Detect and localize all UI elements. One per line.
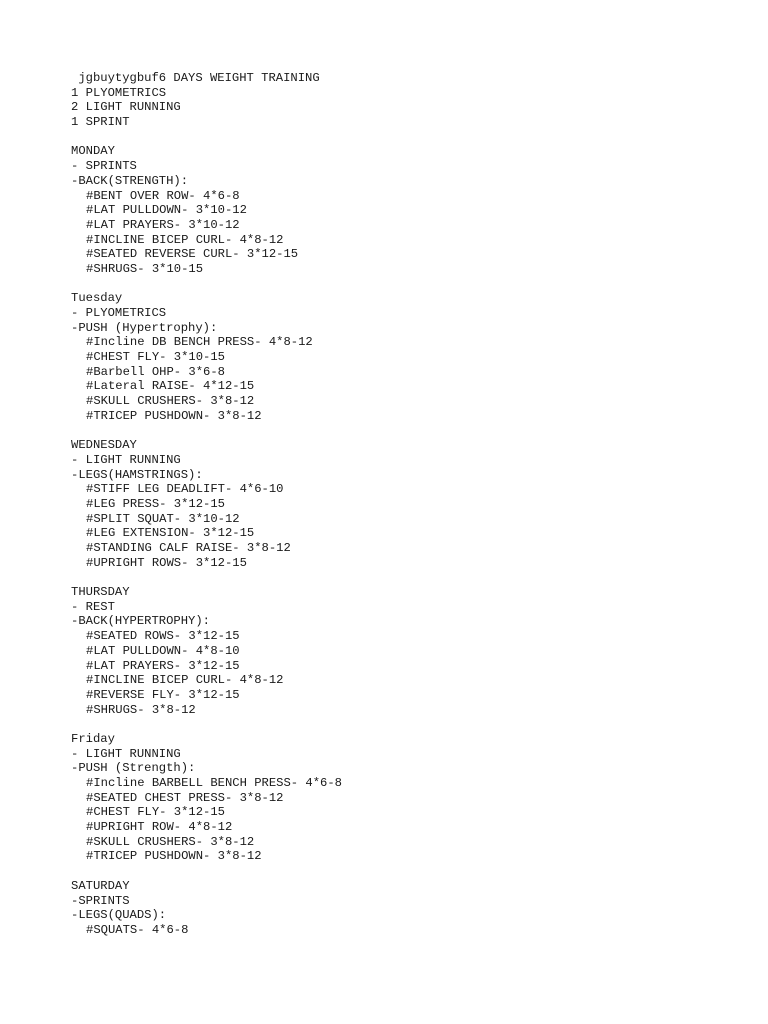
- exercise-item: #SEATED ROWS- 3*12-15: [86, 629, 240, 644]
- exercise-item: #SHRUGS- 3*8-12: [86, 702, 196, 717]
- exercise-item: #SQUATS- 4*6-8: [86, 922, 189, 937]
- exercise-item: #Barbell OHP- 3*6-8: [86, 364, 225, 379]
- document-body: [71, 71, 751, 938]
- spacer: [71, 717, 751, 732]
- exercise-item: #UPRIGHT ROW- 4*8-12: [86, 820, 233, 835]
- exercise-item: #SHRUGS- 3*10-15: [86, 261, 204, 276]
- exercise-item: #TRICEP PUSHDOWN- 3*8-12: [86, 849, 262, 864]
- exercise-item: #Incline DB BENCH PRESS- 4*8-12: [86, 335, 313, 350]
- day-activity: - SPRINTS: [71, 159, 137, 174]
- spacer: [71, 864, 751, 879]
- day-heading: Tuesday: [71, 291, 123, 306]
- exercise-item: #TRICEP PUSHDOWN- 3*8-12: [86, 408, 262, 423]
- exercise-item: #CHEST FLY- 3*12-15: [86, 805, 225, 820]
- exercise-item: #CHEST FLY- 3*10-15: [86, 350, 225, 365]
- day-activity: - LIGHT RUNNING: [71, 746, 181, 761]
- exercise-item: #INCLINE BICEP CURL- 4*8-12: [86, 673, 284, 688]
- day-focus: -PUSH (Strength):: [71, 761, 196, 776]
- day-focus: -BACK(STRENGTH):: [71, 173, 189, 188]
- exercise-item: #SEATED REVERSE CURL- 3*12-15: [86, 247, 299, 262]
- day-block-monday: [71, 144, 751, 276]
- exercise-item: #SEATED CHEST PRESS- 3*8-12: [86, 790, 284, 805]
- summary-plyometrics: 1 PLYOMETRICS: [71, 85, 167, 100]
- exercise-item: #SPLIT SQUAT- 3*10-12: [86, 511, 240, 526]
- day-focus: -PUSH (Hypertrophy):: [71, 320, 218, 335]
- exercise-item: #UPRIGHT ROWS- 3*12-15: [86, 555, 247, 570]
- summary-light-running: 2 LIGHT RUNNING: [71, 100, 181, 115]
- day-focus: -LEGS(QUADS):: [71, 908, 167, 923]
- day-block-tuesday: [71, 291, 751, 423]
- exercise-item: #LAT PRAYERS- 3*12-15: [86, 658, 240, 673]
- day-activity: - REST: [71, 599, 115, 614]
- exercise-item: #LAT PRAYERS- 3*10-12: [86, 217, 240, 232]
- exercise-item: #LAT PULLDOWN- 3*10-12: [86, 203, 247, 218]
- day-block-saturday: [71, 879, 751, 938]
- spacer: [71, 130, 751, 145]
- spacer: [71, 570, 751, 585]
- spacer: [71, 424, 751, 439]
- exercise-item: #SKULL CRUSHERS- 3*8-12: [86, 834, 255, 849]
- day-activity: - PLYOMETRICS: [71, 306, 167, 320]
- exercise-item: #STIFF LEG DEADLIFT- 4*6-10: [86, 482, 284, 497]
- spacer: [71, 277, 751, 292]
- day-heading: Friday: [71, 731, 115, 746]
- exercise-item: #Incline BARBELL BENCH PRESS- 4*6-8: [86, 776, 342, 790]
- exercise-item: #INCLINE BICEP CURL- 4*8-12: [86, 232, 284, 247]
- day-block-thursday: [71, 585, 751, 717]
- exercise-item: #SKULL CRUSHERS- 3*8-12: [86, 394, 255, 409]
- document-title: jgbuytygbuf6 DAYS WEIGHT TRAINING: [71, 71, 320, 85]
- summary-sprint: 1 SPRINT: [71, 115, 130, 130]
- day-block-friday: [71, 732, 751, 864]
- day-heading: WEDNESDAY: [71, 438, 137, 453]
- day-activity: - LIGHT RUNNING: [71, 452, 181, 467]
- exercise-item: #REVERSE FLY- 3*12-15: [86, 687, 240, 702]
- day-activity: -SPRINTS: [71, 893, 130, 908]
- exercise-item: #BENT OVER ROW- 4*6-8: [86, 188, 240, 203]
- day-block-wednesday: [71, 438, 751, 570]
- day-heading: MONDAY: [71, 144, 115, 159]
- exercise-item: #LAT PULLDOWN- 4*8-10: [86, 643, 240, 658]
- exercise-item: #STANDING CALF RAISE- 3*8-12: [86, 541, 291, 555]
- exercise-item: #LEG PRESS- 3*12-15: [86, 496, 225, 511]
- day-focus: -LEGS(HAMSTRINGS):: [71, 467, 203, 482]
- day-heading: SATURDAY: [71, 878, 130, 893]
- exercise-item: #Lateral RAISE- 4*12-15: [86, 379, 255, 394]
- exercise-item: #LEG EXTENSION- 3*12-15: [86, 526, 255, 541]
- day-focus: -BACK(HYPERTROPHY):: [71, 614, 210, 629]
- day-heading: THURSDAY: [71, 585, 130, 600]
